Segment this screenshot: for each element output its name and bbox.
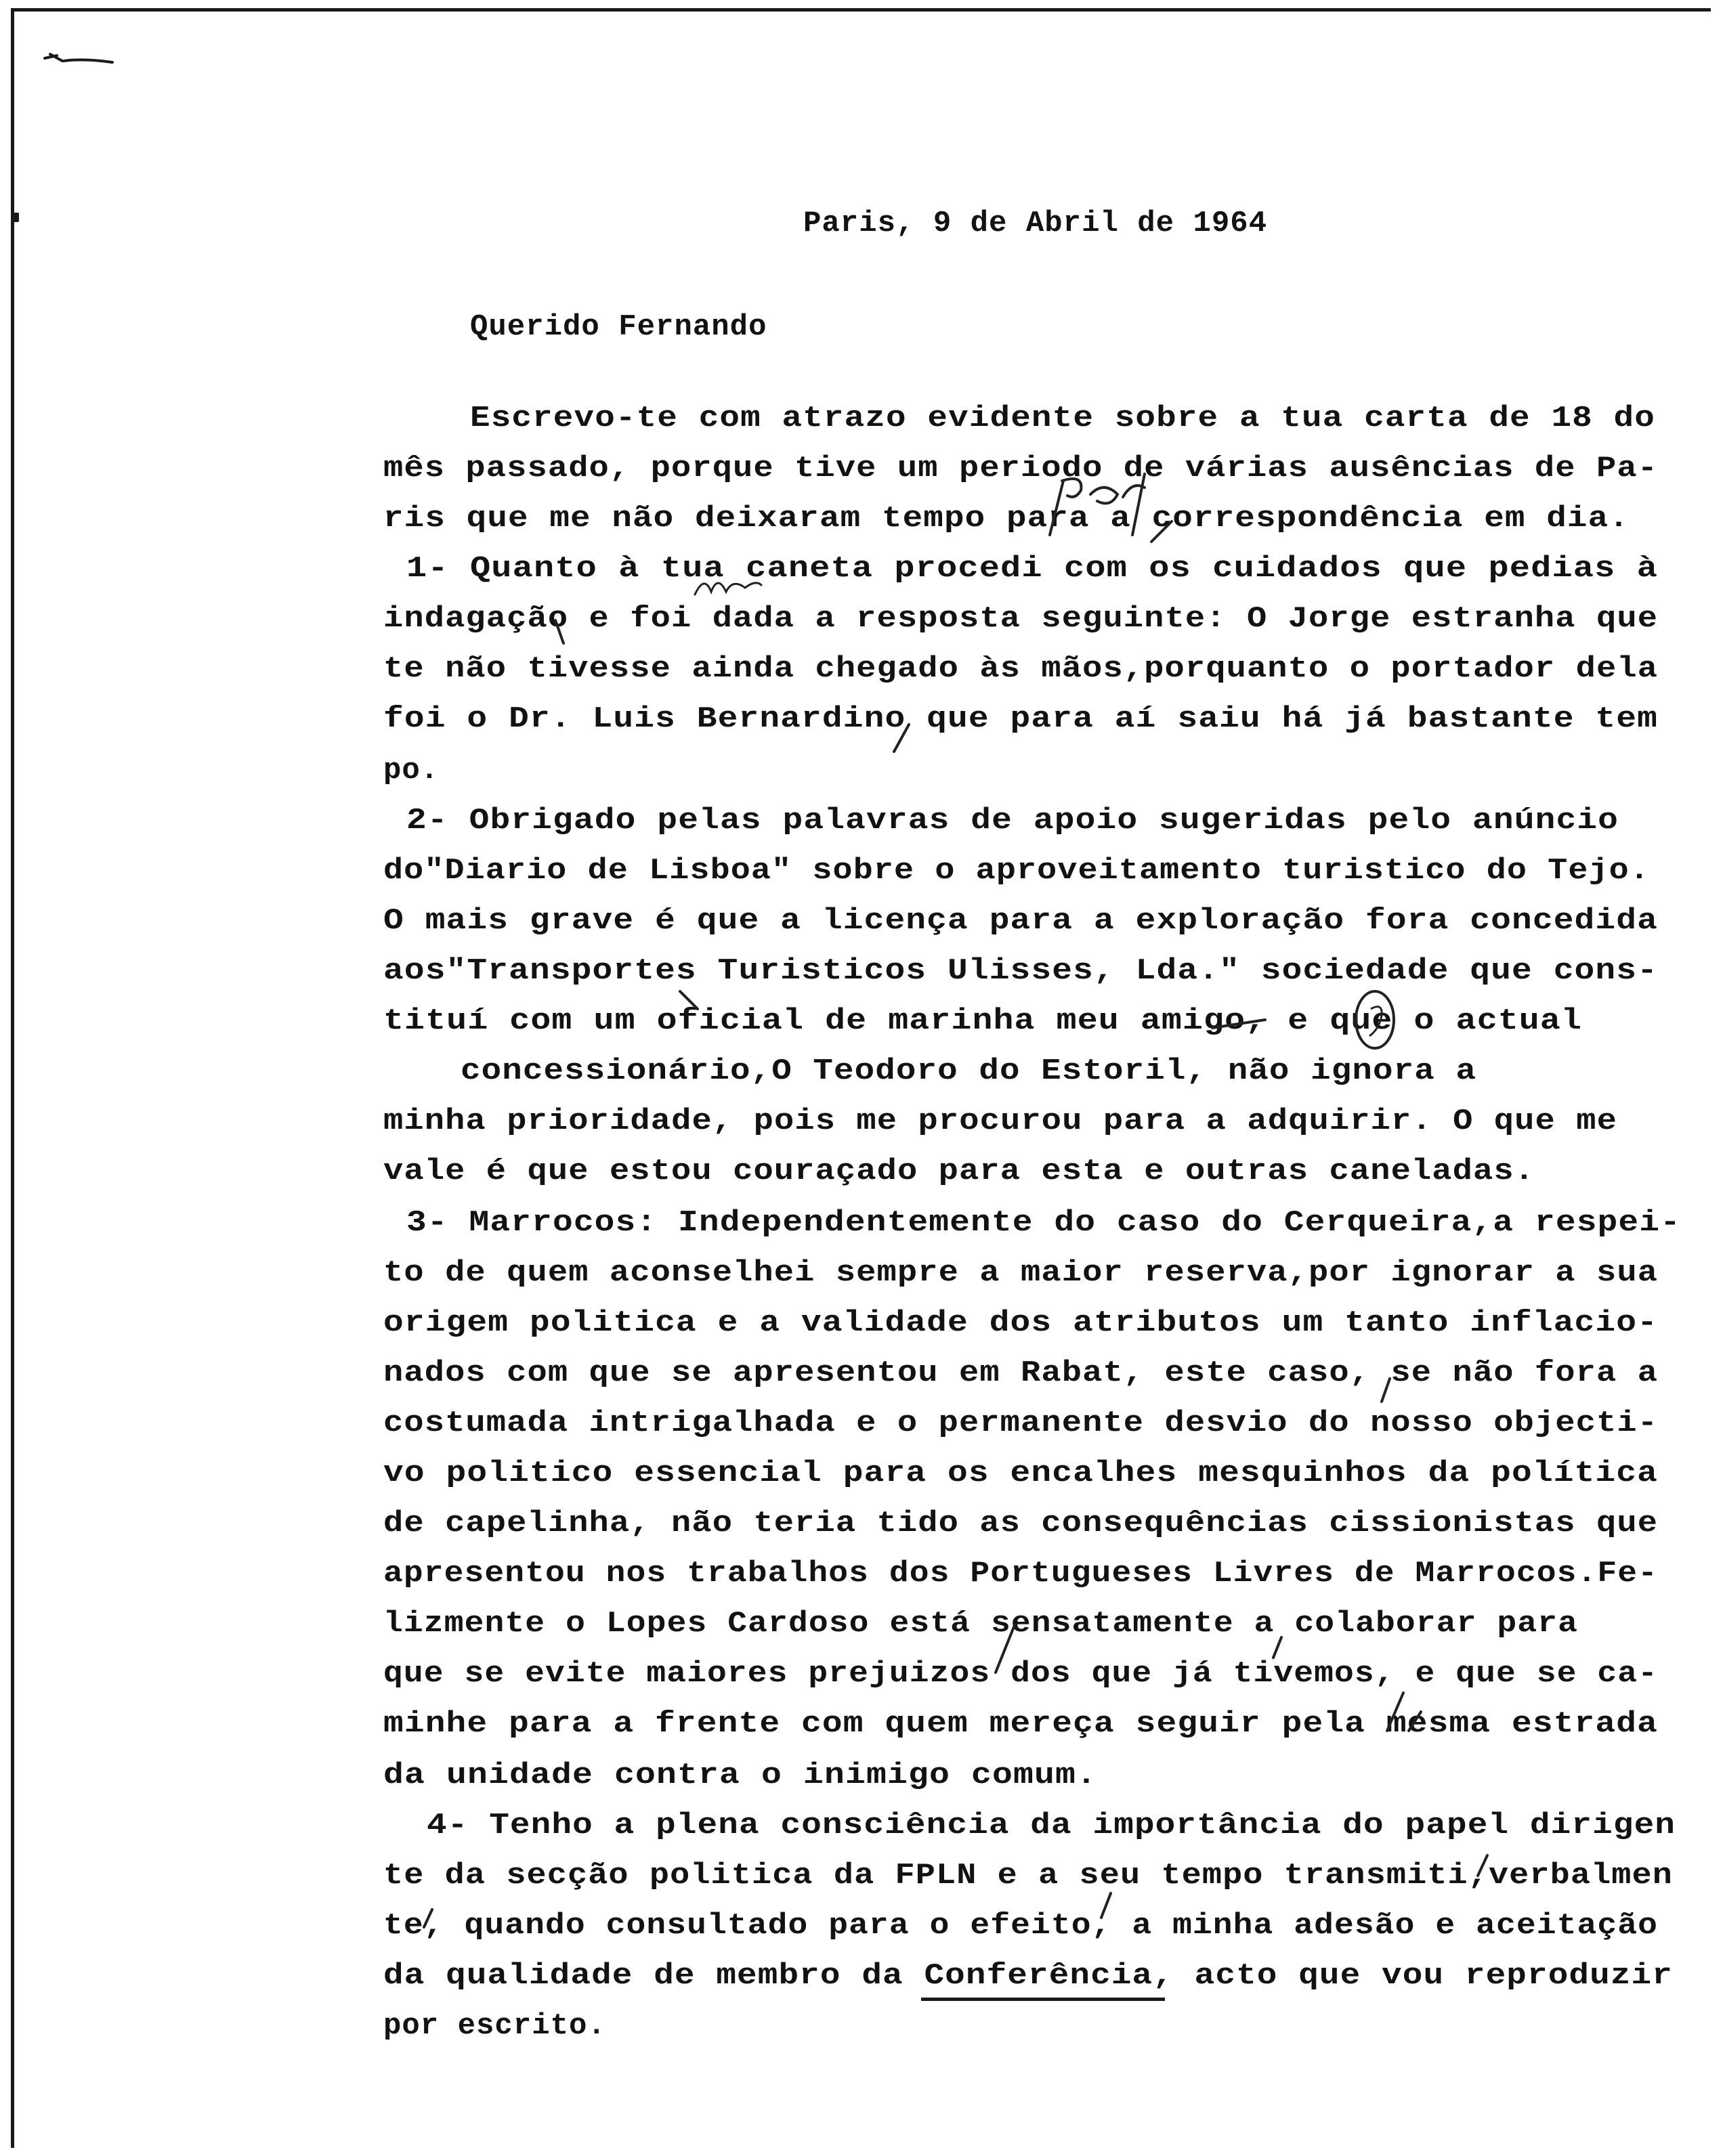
corner-scribble-mark <box>42 49 116 69</box>
letter-line: aos"Transportes Turisticos Ulisses, Lda." sociedade que cons- <box>383 954 1658 988</box>
letter-line: vale é que estou couraçado para esta e outras caneladas. <box>383 1155 1535 1188</box>
letter-line: de capelinha, não teria tido as consequências cissionistas que <box>383 1507 1659 1540</box>
letter-line: mês passado, porque tive um periodo de várias ausências de Pa- <box>383 452 1659 486</box>
letter-line: por escrito. <box>383 2009 606 2043</box>
letter-line: costumada intrigalhada e o permanente desvio do nosso objecti- <box>383 1406 1659 1440</box>
letter-line: nados com que se apresentou em Rabat, este caso, se não fora a <box>383 1356 1659 1390</box>
letter-line: te da secção politica da FPLN e a seu tempo transmiti,verbalmen <box>383 1859 1673 1893</box>
letter-line: po. <box>383 754 440 788</box>
letter-line: Escrevo-te com atrazo evidente sobre a tua carta de 18 do <box>470 402 1655 435</box>
letter-line: te não tivesse ainda chegado às mãos,porquanto o portador dela <box>383 652 1659 686</box>
letter-line: minhe para a frente com quem mereça seguir pela mesma estrada <box>383 1707 1658 1741</box>
margin-dot <box>12 213 19 222</box>
letter-line: apresentou nos trabalhos dos Portugueses Livres de Marrocos.Fe- <box>383 1557 1659 1591</box>
letter-line: te, quando consultado para o efeito, a minha adesão e aceitação <box>383 1909 1659 1943</box>
letter-line: lizmente o Lopes Cardoso está sensatamente a colaborar para <box>383 1607 1578 1641</box>
letter-line: ris que me não deixaram tempo para a correspondência em dia. <box>383 502 1630 536</box>
letter-line: foi o Dr. Luis Bernardino que para aí saiu há já bastante tem <box>383 702 1658 736</box>
letter-line: minha prioridade, pois me procurou para a adquirir. O que me <box>383 1104 1618 1138</box>
letter-line: O mais grave é que a licença para a exploração fora concedida <box>383 904 1658 938</box>
letter-line: 2- Obrigado pelas palavras de apoio sugeridas pelo anúncio <box>406 804 1619 838</box>
letter-line: que se evite maiores prejuizos dos que já tivemos, e que se ca- <box>383 1657 1659 1691</box>
letter-line: tituí com um oficial de marinha meu amigo, e que o actual <box>383 1004 1582 1038</box>
letter-line: indagação e foi dada a resposta seguinte: O Jorge estranha que <box>383 602 1659 636</box>
letter-line: 3- Marrocos: Independentemente do caso do Cerqueira,a respei- <box>406 1206 1681 1240</box>
letter-line: 1- Quanto à tua caneta procedi com os cuidados que pedias à <box>406 552 1659 586</box>
letter-line: 4- Tenho a plena consciência da importância do papel dirigen <box>427 1809 1676 1842</box>
letter-line: to de quem aconselhei sempre a maior reserva,por ignorar a sua <box>383 1256 1659 1290</box>
letter-line: origem politica e a validade dos atributos um tanto inflacio- <box>383 1306 1658 1340</box>
underline-conferencia <box>921 1998 1165 2001</box>
letter-line: concessionário,O Teodoro do Estoril, não ignora a <box>461 1054 1477 1088</box>
letter-date: Paris, 9 de Abril de 1964 <box>803 207 1268 240</box>
letter-salutation: Querido Fernando <box>470 310 767 344</box>
letter-line: da unidade contra o inimigo comum. <box>383 1759 1097 1792</box>
letter-line: vo politico essencial para os encalhes mesquinhos da política <box>383 1457 1658 1490</box>
letter-line: do"Diario de Lisboa" sobre o aproveitamento turistico do Tejo. <box>383 854 1651 888</box>
letter-line: da qualidade de membro da Conferência, acto que vou reproduzir <box>383 1959 1673 1993</box>
